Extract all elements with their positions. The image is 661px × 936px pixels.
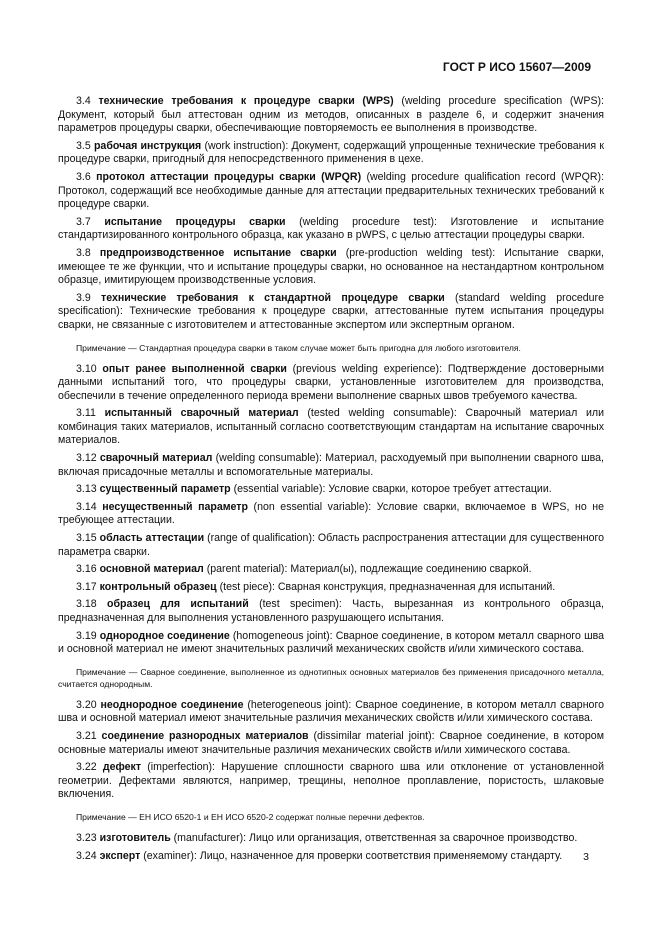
clause-number: 3.4 bbox=[76, 95, 91, 107]
definition-entry bbox=[58, 730, 604, 757]
clause-term: дефект bbox=[102, 761, 142, 774]
definition-entry bbox=[58, 95, 604, 136]
clause-number: 3.9 bbox=[76, 291, 91, 304]
clause-definition: (non essential variable): Условие сварки, включаемое в WPS, но не требующее аттестации. bbox=[58, 500, 605, 527]
clause-term: сварочный материал bbox=[99, 452, 213, 465]
document-header: ГОСТ Р ИСО 15607—2009 bbox=[442, 60, 591, 74]
clause-number: 3.11 bbox=[76, 407, 96, 420]
definition-entry bbox=[58, 630, 604, 657]
clause-number: 3.20 bbox=[76, 698, 97, 711]
clause-number: 3.10 bbox=[76, 362, 97, 375]
clause-definition: (test specimen): Часть, вырезанная из контрольного образца, предназначенная для выполнения установленного разрушающего испытания. bbox=[58, 598, 605, 624]
definition-entry bbox=[58, 140, 604, 167]
page-number: 3 bbox=[583, 851, 589, 863]
definition-entry bbox=[58, 407, 604, 448]
clause-definition: (work instruction): Документ, содержащий упрощенные технические требования к процедуре сварки, пригодный для непосредственного применения в цехе. bbox=[58, 139, 604, 166]
definition-entry bbox=[58, 501, 604, 528]
clause-number: 3.5 bbox=[76, 139, 91, 152]
clause-term: изготовитель bbox=[99, 831, 171, 844]
clause-definition: (heterogeneous joint): Сварное соединение, в котором металл сварного шва и основной материал имеют значительные различия механических свойств и/или химического состава. bbox=[58, 698, 604, 725]
definitions-section bbox=[58, 95, 604, 867]
clause-term: испытание процедуры сварки bbox=[104, 215, 286, 228]
clause-definition: (parent material): Материал(ы), подлежащие соединению сваркой. bbox=[206, 563, 532, 576]
clause-number: 3.23 bbox=[76, 831, 97, 844]
clause-definition: (welding consumable): Материал, расходуемый при выполнении сварного шва, включая присадочные металлы и вспомогательные материалы. bbox=[58, 452, 604, 478]
clause-number: 3.17 bbox=[76, 580, 97, 593]
definition-entry bbox=[58, 483, 604, 497]
clause-term: протокол аттестации процедуры сварки (WPQR) bbox=[96, 170, 362, 183]
definition-entry bbox=[58, 452, 604, 479]
clause-definition: (welding procedure specification (WPS): Документ, который был аттестован одним из методов, описанных в разделе 6, и содержит значения параметров процедуры сварки, обеспечивающие повторяемость ее выполнения в производстве. bbox=[58, 95, 604, 135]
clause-term: технические требования к процедуре сварки (WPS) bbox=[98, 95, 394, 107]
definition-entry bbox=[58, 761, 604, 802]
clause-number: 3.15 bbox=[76, 532, 97, 545]
clause-definition: (test piece): Сварная конструкция, предназначенная для испытаний. bbox=[219, 580, 556, 593]
clause-term: несущественный параметр bbox=[102, 500, 248, 513]
clause-number: 3.21 bbox=[76, 729, 97, 742]
clause-number: 3.18 bbox=[76, 598, 97, 611]
note-paragraph: Примечание — Сварное соединение, выполненное из однотипных основных материалов без применения присадочного металла, считается однородным. bbox=[58, 666, 604, 689]
definition-entry bbox=[58, 292, 604, 333]
clause-term: неоднородное соединение bbox=[100, 698, 244, 711]
clause-number: 3.7 bbox=[76, 215, 91, 228]
clause-definition: (tested welding consumable): Сварочный материал или комбинация таких материалов, испытанный согласно соответствующим стандартам на испытание сварочных материалов. bbox=[58, 407, 605, 447]
clause-term: рабочая инструкция bbox=[93, 139, 202, 152]
clause-term: соединение разнородных материалов bbox=[101, 729, 309, 742]
definition-entry bbox=[58, 532, 604, 559]
clause-term: опыт ранее выполненной сварки bbox=[102, 362, 287, 375]
clause-number: 3.24 bbox=[76, 849, 97, 862]
clause-term: существенный параметр bbox=[99, 483, 231, 496]
definition-entry bbox=[58, 563, 604, 577]
clause-term: эксперт bbox=[99, 849, 141, 862]
note-paragraph: Примечание — Стандартная процедура сварки в таком случае может быть пригодна для любого изготовителя. bbox=[76, 342, 521, 353]
definition-entry bbox=[58, 699, 604, 726]
definition-entry bbox=[58, 247, 604, 288]
clause-term: контрольный образец bbox=[99, 580, 217, 593]
clause-definition: (previous welding experience): Подтверждение достоверными данными испытаний того, что процедуры сварки, установленные изготовителем для производства, обеспечили в течение определенного периода времени выполнение сварных швов требуемого качества. bbox=[58, 362, 604, 402]
clause-term: технические требования к стандартной процедуре сварки bbox=[101, 291, 445, 304]
clause-definition: (welding procedure qualification record (WPQR): Протокол, содержащий все необходимые данные для аттестации предварительных технических требований к процедуре сварки. bbox=[58, 170, 605, 211]
clause-term: область аттестации bbox=[99, 532, 205, 545]
clause-definition: (imperfection): Нарушение сплошности сварного шва или отклонение от установленной геометрии. Дефектами являются, например, трещины, неполное проплавление, пористость, шлаковые включения. bbox=[58, 761, 604, 801]
clause-term: однородное соединение bbox=[99, 629, 230, 642]
clause-definition: (standard welding procedure specification): Технические требования к процедуре сварки, аттестованные путем испытания процедуры сварки, не связанные с изготовителем и аттестованные экспертом или экспертным органом. bbox=[58, 291, 604, 331]
clause-number: 3.14 bbox=[76, 500, 97, 513]
clause-definition: (homogeneous joint): Сварное соединение, в котором металл сварного шва и основной материал не имеют значительных различий механических свойств и/или химического состава. bbox=[58, 629, 604, 656]
clause-term: образец для испытаний bbox=[106, 598, 249, 611]
definition-entry bbox=[58, 216, 604, 243]
clause-definition: (manufacturer): Лицо или организация, ответственная за сварочное производство. bbox=[173, 831, 578, 844]
clause-number: 3.6 bbox=[76, 170, 91, 183]
clause-definition: (examiner): Лицо, назначенное для проверки соответствия применяемому стандарту. bbox=[143, 849, 563, 862]
definition-entry bbox=[58, 363, 604, 404]
clause-definition: (welding procedure test): Изготовление и испытание стандартизированного контрольного образца, как указано в pWPS, с целью аттестации процедуры сварки. bbox=[58, 215, 604, 242]
note-paragraph: Примечание — ЕН ИСО 6520-1 и ЕН ИСО 6520-2 содержат полные перечни дефектов. bbox=[76, 811, 425, 822]
clause-number: 3.19 bbox=[76, 629, 97, 642]
clause-number: 3.16 bbox=[76, 563, 97, 576]
definition-entry bbox=[58, 832, 604, 846]
clause-term: предпроизводственное испытание сварки bbox=[99, 246, 337, 259]
clause-definition: (essential variable): Условие сварки, которое требует аттестации. bbox=[233, 483, 552, 496]
clause-number: 3.8 bbox=[76, 246, 91, 259]
clause-term: испытанный сварочный материал bbox=[104, 407, 299, 420]
clause-number: 3.12 bbox=[76, 452, 97, 465]
clause-term: основной материал bbox=[99, 563, 204, 576]
clause-number: 3.13 bbox=[76, 483, 97, 496]
definition-entry bbox=[58, 171, 604, 212]
clause-definition: (pre-production welding test): Испытание сварки, имеющее те же функции, что и испытание процедуры сварки, но основанное на нестандартном контрольном образце, имитирующем производственные условия. bbox=[58, 246, 604, 287]
clause-definition: (dissimilar material joint): Сварное соединение, в котором основные материалы имеют значительные различия механических свойств и/или химического состава. bbox=[58, 729, 604, 756]
definition-entry bbox=[58, 581, 604, 595]
definition-entry bbox=[58, 598, 604, 625]
definition-entry bbox=[58, 850, 604, 864]
clause-number: 3.22 bbox=[76, 761, 97, 774]
clause-definition: (range of qualification): Область распространения аттестации для существенного параметра сварки. bbox=[58, 532, 604, 558]
